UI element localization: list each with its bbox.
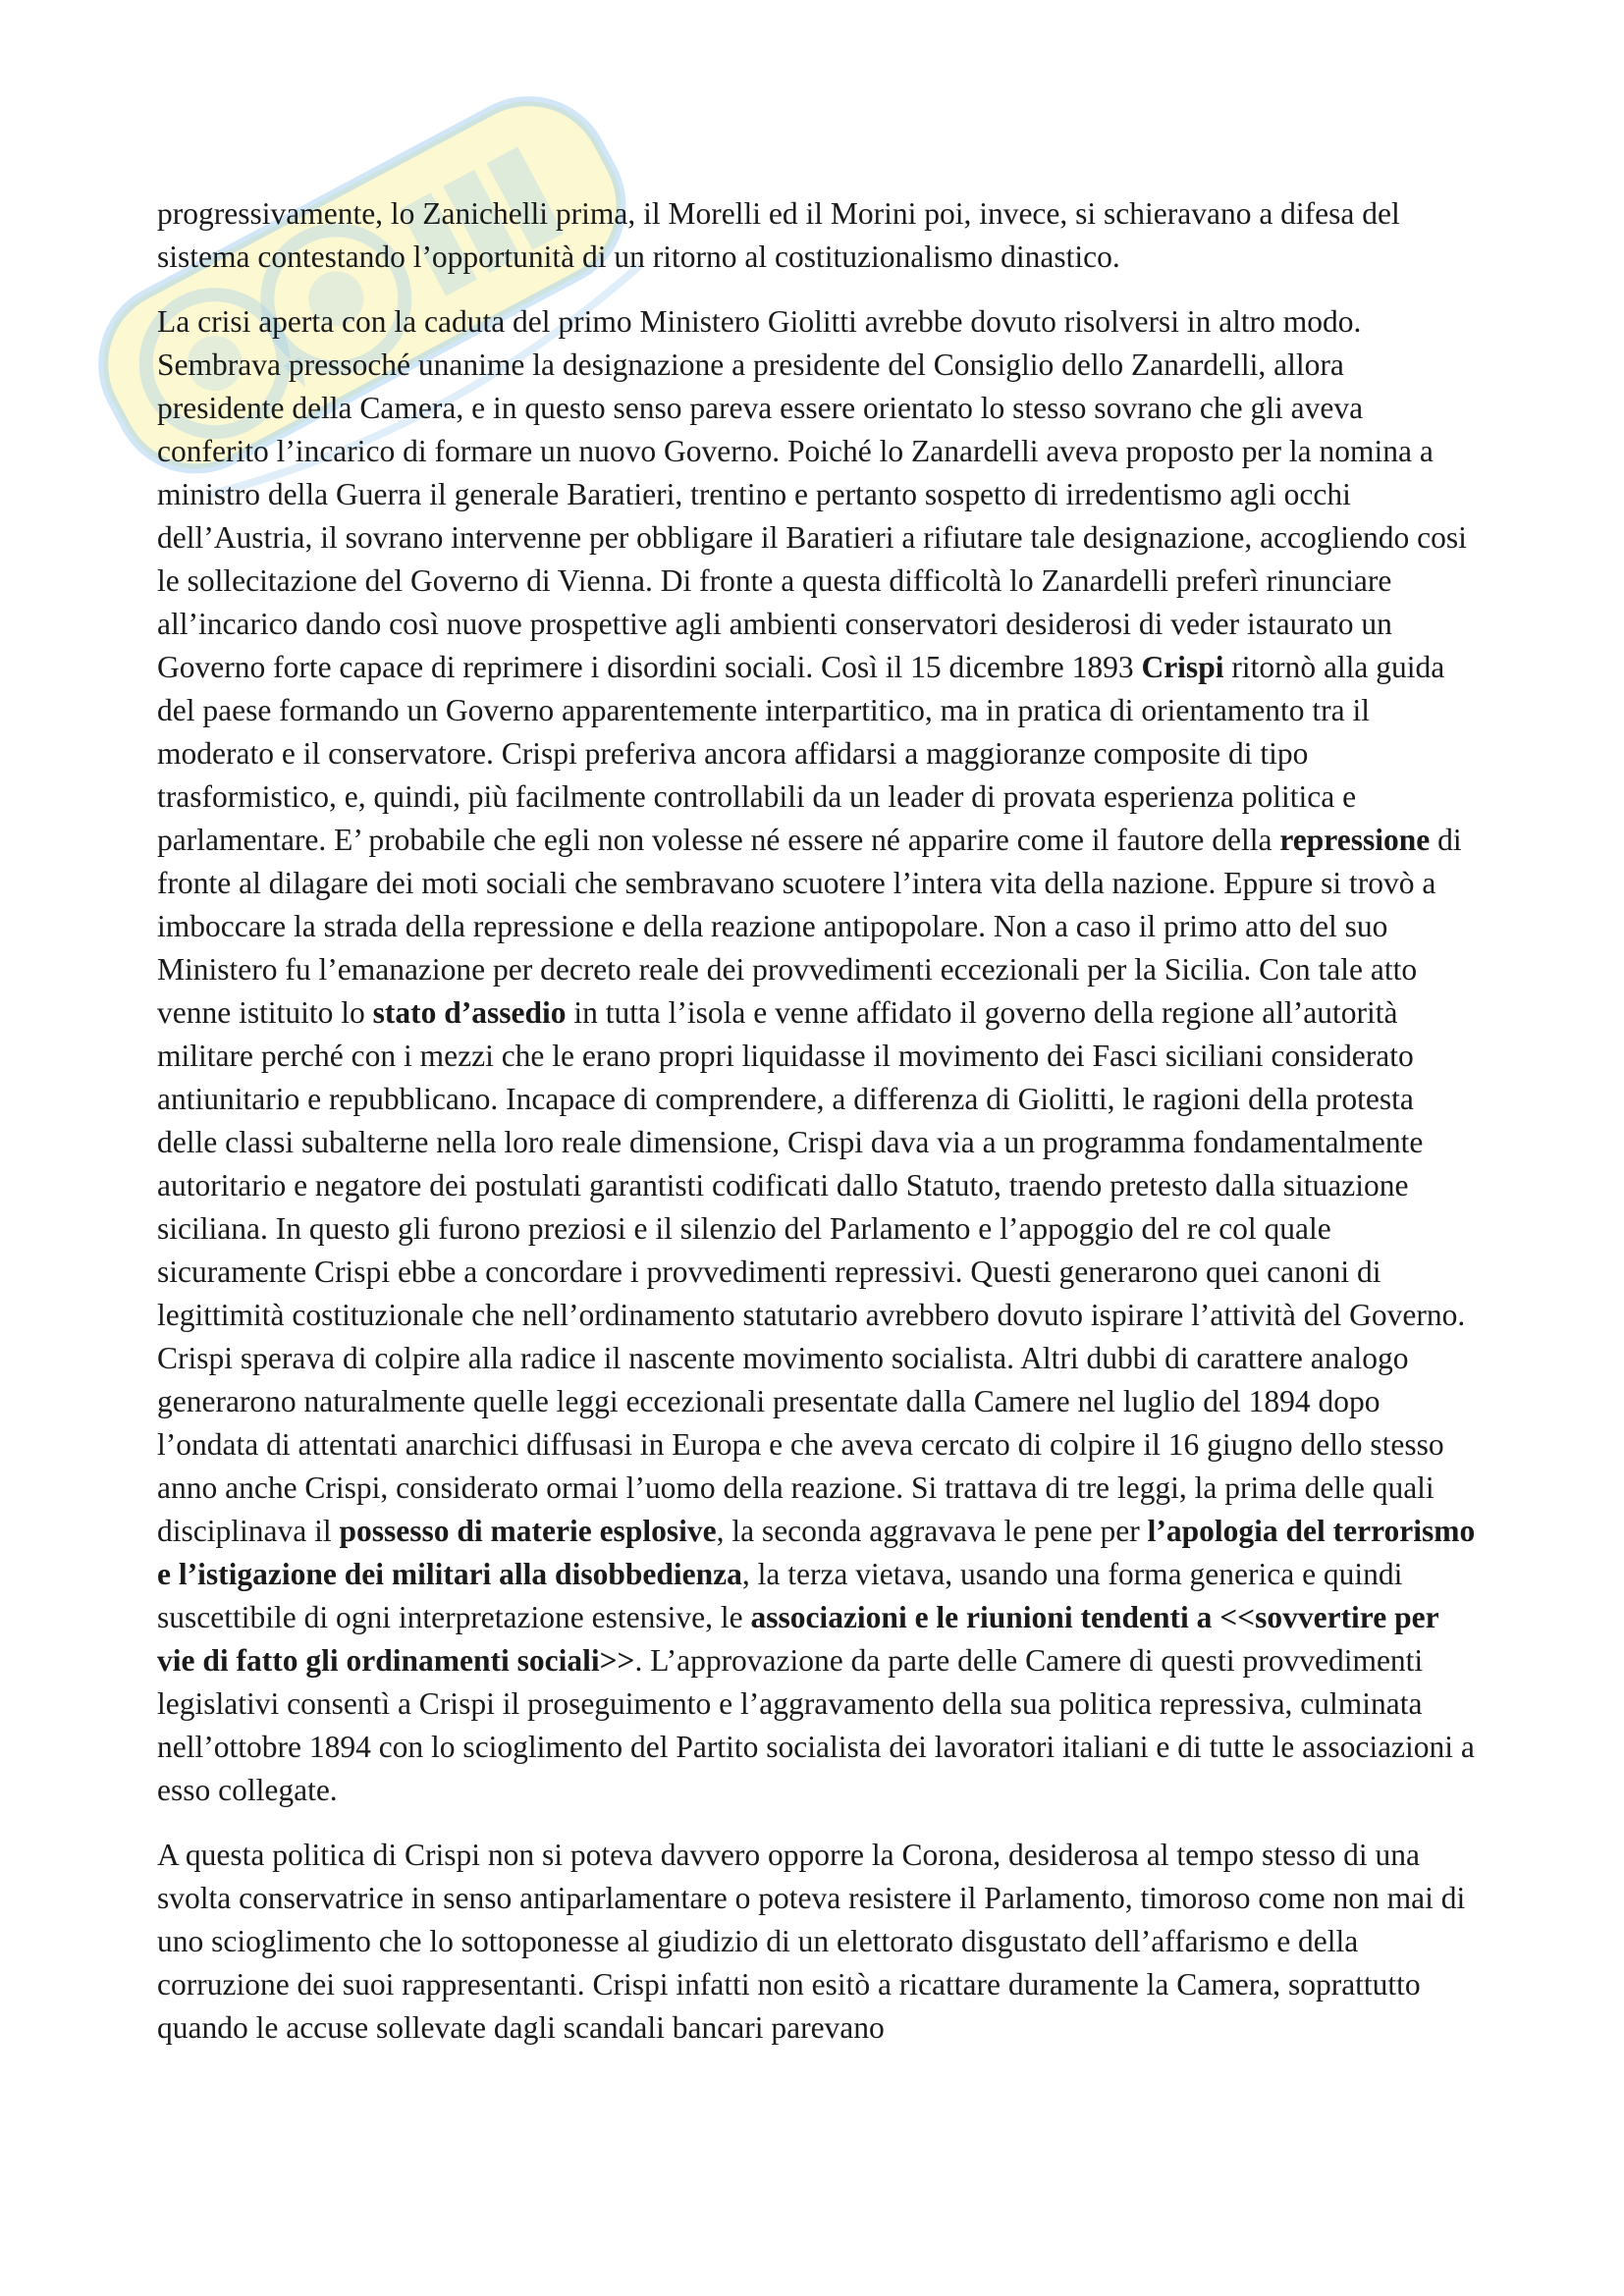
- text-run: , la seconda aggravava le pene per: [716, 1514, 1148, 1548]
- text-run: di fronte al dilagare dei moti sociali che sembravano scuotere l’intera vita della nazione. Eppure si trovò a imboccare la strada della repressione e della reazione antipopolare. Non a caso il primo atto del suo Ministero fu l’emanazione per decreto reale dei provvedimenti eccezionali per la Sicilia. Con tale atto venne istituito lo: [157, 823, 1462, 1030]
- text-run: progressivamente, lo Zanichelli prima, il Morelli ed il Morini poi, invece, si schieravano a difesa del sistema contestando l’opportunità di un ritorno al costituzionalismo dinastico.: [157, 196, 1400, 274]
- bold-phrase: Crispi: [1141, 650, 1224, 684]
- bold-phrase: stato d’assedio: [372, 995, 567, 1030]
- text-run: in tutta l’isola e venne affidato il governo della regione all’autorità militare perché con i mezzi che le erano propri liquidasse il movimento dei Fasci siciliani considerato antiunitario e repubblicano. Incapace di comprendere, a differenza di Giolitti, le ragioni della protesta delle classi subalterne nella loro reale dimensione, Crispi dava via a un programma fondamentalmente autoritario e negatore dei postulati garantisti codificati dallo Statuto, traendo pretesto dalla situazione siciliana. In questo gli furono preziosi e il silenzio del Parlamento e l’appoggio del re col quale sicuramente Crispi ebbe a concordare i provvedimenti repressivi. Questi generarono quei canoni di legittimità costituzionale che nell’ordinamento statutario avrebbero dovuto ispirare l’attività del Governo. Crispi sperava di colpire alla radice il nascente movimento socialista. Altri dubbi di carattere analogo generarono naturalmente quelle leggi eccezionali presentate dalla Camere nel luglio del 1894 dopo l’ondata di attentati anarchici diffusasi in Europa e che aveva cercato di colpire il 16 giugno dello stesso anno anche Crispi, considerato ormai l’uomo della reazione. Si trattava di tre leggi, la prima delle quali disciplinava il: [157, 995, 1466, 1548]
- bold-phrase: l’apologia del terrorismo e l’istigazione dei militari alla disobbedienza: [157, 1514, 1476, 1591]
- bold-phrase: possesso di materie esplosive: [339, 1514, 717, 1548]
- paragraph: [157, 300, 1478, 1812]
- paragraph: [157, 1834, 1478, 2050]
- text-run: ritornò alla guida del paese formando un Governo apparentemente interpartitico, ma in pratica di orientamento tra il moderato e il conservatore. Crispi preferiva ancora affidarsi a maggioranze composite di tipo trasformistico, e, quindi, più facilmente controllabili da un leader di provata esperienza politica e parlamentare. E’ probabile che egli non volesse né essere né apparire come il fautore della: [157, 650, 1445, 857]
- bold-phrase: associazioni e le riunioni tendenti a <<sovvertire per vie di fatto gli ordinamenti sociali>>: [157, 1600, 1438, 1678]
- document-body: [157, 192, 1478, 2071]
- text-run: . L’approvazione da parte delle Camere di questi provvedimenti legislativi consentì a Crispi il proseguimento e l’aggravamento della sua politica repressiva, culminata nell’ottobre 1894 con lo scioglimento del Partito socialista dei lavoratori italiani e di tutte le associazioni a esso collegate.: [157, 1643, 1475, 1807]
- paragraph: [157, 192, 1478, 279]
- bold-phrase: repressione: [1279, 823, 1431, 857]
- text-run: , la terza vietava, usando una forma generica e quindi suscettibile di ogni interpretazione estensive, le: [157, 1557, 1403, 1634]
- text-run: A questa politica di Crispi non si poteva davvero opporre la Corona, desiderosa al tempo stesso di una svolta conservatrice in senso antiparlamentare o poteva resistere il Parlamento, timoroso come non mai di uno scioglimento che lo sottoponesse al giudizio di un elettorato disgustato dell’affarismo e della corruzione dei suoi rappresentanti. Crispi infatti non esitò a ricattare duramente la Camera, soprattutto quando le accuse sollevate dagli scandali bancari parevano: [157, 1838, 1466, 2045]
- text-run: La crisi aperta con la caduta del primo Ministero Giolitti avrebbe dovuto risolversi in altro modo. Sembrava pressoché unanime la designazione a presidente del Consiglio dello Zanardelli, allora presidente della Camera, e in questo senso pareva essere orientato lo stesso sovrano che gli aveva conferito l’incarico di formare un nuovo Governo. Poiché lo Zanardelli aveva proposto per la nomina a ministro della Guerra il generale Baratieri, trentino e pertanto sospetto di irredentismo agli occhi dell’Austria, il sovrano intervenne per obbligare il Baratieri a rifiutare tale designazione, accogliendo cosi le sollecitazione del Governo di Vienna. Di fronte a questa difficoltà lo Zanardelli preferì rinunciare all’incarico dando così nuove prospettive agli ambienti conservatori desiderosi di veder istaurato un Governo forte capace di reprimere i disordini sociali. Così il 15 dicembre 1893: [157, 304, 1467, 684]
